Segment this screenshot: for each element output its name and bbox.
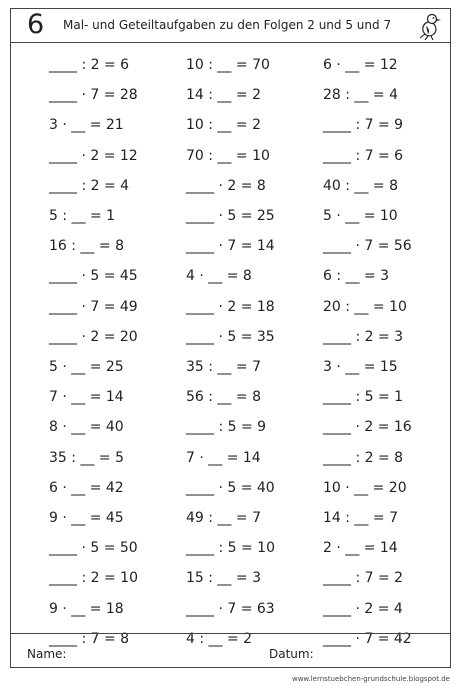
math-task: 3 · __ = 21 bbox=[49, 117, 124, 134]
math-task: 14 : __ = 2 bbox=[186, 87, 261, 104]
math-task: 49 : __ = 7 bbox=[186, 510, 261, 526]
math-task: ____ · 7 = 49 bbox=[49, 298, 138, 315]
math-task: ____ · 2 = 12 bbox=[49, 147, 138, 164]
task-row bbox=[11, 444, 450, 472]
math-task: ____ : 7 = 2 bbox=[323, 570, 404, 587]
math-task: ____ : 2 = 6 bbox=[49, 57, 130, 73]
math-task: ____ · 5 = 50 bbox=[49, 540, 138, 557]
math-task: 5 : __ = 1 bbox=[49, 208, 116, 224]
math-task: 4 · __ = 8 bbox=[186, 268, 252, 285]
math-task: ____ · 7 = 56 bbox=[323, 238, 412, 255]
math-task: 15 : __ = 3 bbox=[186, 570, 261, 587]
math-task: ____ · 7 = 14 bbox=[186, 238, 275, 255]
source-url: www.lernstuebchen-grundschule.blogspot.de bbox=[291, 675, 450, 683]
worksheet bbox=[10, 8, 451, 668]
math-task: ____ · 5 = 40 bbox=[186, 479, 275, 496]
math-task: ____ : 2 = 4 bbox=[49, 177, 130, 194]
math-task: 56 : __ = 8 bbox=[186, 389, 261, 406]
worksheet-footer bbox=[11, 633, 450, 667]
math-task: ____ · 7 = 63 bbox=[186, 600, 275, 617]
math-task: 10 · __ = 20 bbox=[323, 479, 407, 496]
math-task: 6 : __ = 3 bbox=[323, 268, 390, 285]
task-row bbox=[11, 383, 450, 411]
math-task: 70 : __ = 10 bbox=[186, 147, 270, 164]
math-task: 7 · __ = 14 bbox=[186, 449, 261, 466]
worksheet-header bbox=[11, 9, 450, 43]
math-task: 2 · __ = 14 bbox=[323, 540, 398, 557]
task-row bbox=[11, 111, 450, 139]
math-task: ____ : 2 = 8 bbox=[323, 449, 404, 466]
task-row bbox=[11, 323, 450, 351]
task-row bbox=[11, 353, 450, 381]
math-task: 9 · __ = 45 bbox=[49, 510, 124, 526]
task-row bbox=[11, 504, 450, 532]
task-row bbox=[11, 51, 450, 79]
math-task: 5 · __ = 25 bbox=[49, 359, 124, 375]
math-task: ____ · 2 = 8 bbox=[186, 177, 266, 194]
task-row bbox=[11, 232, 450, 260]
math-task: 10 : __ = 70 bbox=[186, 57, 270, 73]
math-task: 5 · __ = 10 bbox=[323, 208, 398, 224]
task-row bbox=[11, 172, 450, 200]
math-task: ____ · 2 = 4 bbox=[323, 600, 403, 617]
sheet-title: Mal- und Geteiltaufgaben zu den Folgen 2 und 5 und 7 bbox=[63, 18, 392, 32]
math-task: 20 : __ = 10 bbox=[323, 298, 407, 315]
math-task: 4 : __ = 2 bbox=[186, 630, 253, 647]
math-task: ____ : 5 = 1 bbox=[323, 389, 404, 406]
math-task: ____ : 2 = 3 bbox=[323, 328, 404, 345]
math-task: ____ · 7 = 42 bbox=[323, 630, 412, 647]
task-row bbox=[11, 595, 450, 623]
math-task: ____ · 5 = 45 bbox=[49, 268, 138, 285]
task-row bbox=[11, 262, 450, 290]
math-task: ____ · 5 = 35 bbox=[186, 328, 275, 345]
math-task: 35 : __ = 5 bbox=[49, 449, 124, 466]
math-task: ____ · 7 = 28 bbox=[49, 87, 138, 104]
math-task: ____ · 5 = 25 bbox=[186, 208, 275, 224]
task-row bbox=[11, 564, 450, 592]
task-row bbox=[11, 142, 450, 170]
math-task: 28 : __ = 4 bbox=[323, 87, 398, 104]
math-task: 6 · __ = 42 bbox=[49, 479, 124, 496]
math-task: 10 : __ = 2 bbox=[186, 117, 261, 134]
math-task: 35 : __ = 7 bbox=[186, 359, 261, 375]
task-row bbox=[11, 81, 450, 109]
math-task: ____ : 2 = 10 bbox=[49, 570, 138, 587]
math-task: ____ : 7 = 8 bbox=[49, 630, 130, 647]
math-task: 9 · __ = 18 bbox=[49, 600, 124, 617]
date-label: Datum: bbox=[269, 647, 314, 661]
math-task: ____ : 5 = 9 bbox=[186, 419, 267, 436]
math-task: ____ : 5 = 10 bbox=[186, 540, 275, 557]
name-label: Name: bbox=[27, 647, 67, 661]
math-task: ____ · 2 = 18 bbox=[186, 298, 275, 315]
math-task: 6 · __ = 12 bbox=[323, 57, 398, 73]
math-task: 16 : __ = 8 bbox=[49, 238, 124, 255]
sheet-number: 6 bbox=[27, 9, 45, 40]
math-task: 7 · __ = 14 bbox=[49, 389, 124, 406]
math-task: 8 · __ = 40 bbox=[49, 419, 124, 436]
task-row bbox=[11, 474, 450, 502]
math-task: 14 : __ = 7 bbox=[323, 510, 398, 526]
task-row bbox=[11, 413, 450, 441]
task-row bbox=[11, 293, 450, 321]
bird-icon bbox=[416, 11, 444, 41]
math-task: 40 : __ = 8 bbox=[323, 177, 398, 194]
task-row bbox=[11, 534, 450, 562]
math-task: 3 · __ = 15 bbox=[323, 359, 398, 375]
math-task: ____ : 7 = 6 bbox=[323, 147, 404, 164]
math-task: ____ · 2 = 16 bbox=[323, 419, 412, 436]
math-task: ____ · 2 = 20 bbox=[49, 328, 138, 345]
task-row bbox=[11, 202, 450, 230]
math-task: ____ : 7 = 9 bbox=[323, 117, 404, 134]
